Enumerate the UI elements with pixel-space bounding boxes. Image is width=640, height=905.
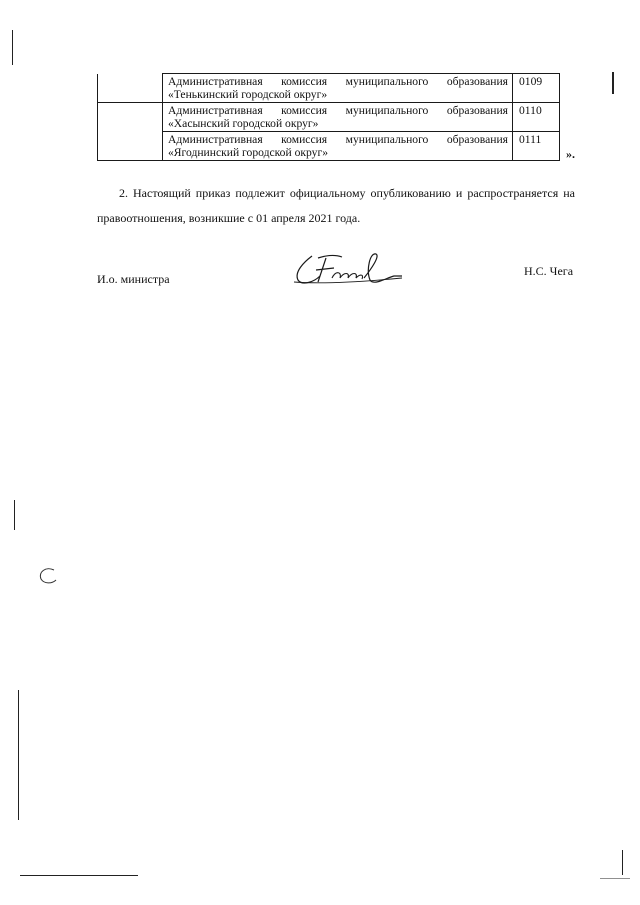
commission-code: 0111	[513, 132, 560, 161]
commission-name-line2: «Ягоднинский городской округ»	[168, 146, 328, 159]
commission-name-line2: «Тенькинский городской округ»	[168, 88, 328, 101]
scan-mark	[18, 690, 19, 820]
scan-mark	[612, 72, 614, 94]
commission-code: 0109	[513, 74, 560, 103]
commission-name-cell	[163, 132, 513, 161]
table-row	[98, 132, 560, 161]
empty-cell	[98, 74, 163, 103]
empty-cell	[98, 103, 163, 132]
scan-mark	[12, 30, 13, 65]
commission-name-line1: Административная комиссия муниципального образования	[168, 133, 508, 146]
empty-cell	[98, 132, 163, 161]
paragraph-2-text: 2. Настоящий приказ подлежит официальному опубликованию и распространяется на правоотношения, возникшие с 01 апреля 2021 года.	[97, 186, 575, 225]
commission-name-line1: Административная комиссия муниципального образования	[168, 75, 508, 88]
paragraph-2	[97, 181, 575, 231]
commission-name-line1: Административная комиссия муниципального образования	[168, 104, 508, 117]
scan-mark	[622, 850, 623, 875]
scan-mark	[20, 875, 138, 876]
table-row	[98, 103, 560, 132]
commission-code: 0110	[513, 103, 560, 132]
scan-mark	[14, 500, 15, 530]
signatory-position: И.о. министра	[97, 272, 170, 286]
signatory-name: Н.С. Чега	[524, 264, 574, 278]
scan-blemish	[36, 566, 60, 586]
commission-name-cell	[163, 74, 513, 103]
table-row	[98, 74, 560, 103]
handwritten-signature	[290, 248, 410, 290]
commission-name-cell	[163, 103, 513, 132]
scan-mark	[600, 878, 630, 879]
commission-table	[97, 73, 560, 161]
commission-name-line2: «Хасынский городской округ»	[168, 117, 319, 130]
closing-quote-mark: ».	[566, 147, 575, 161]
